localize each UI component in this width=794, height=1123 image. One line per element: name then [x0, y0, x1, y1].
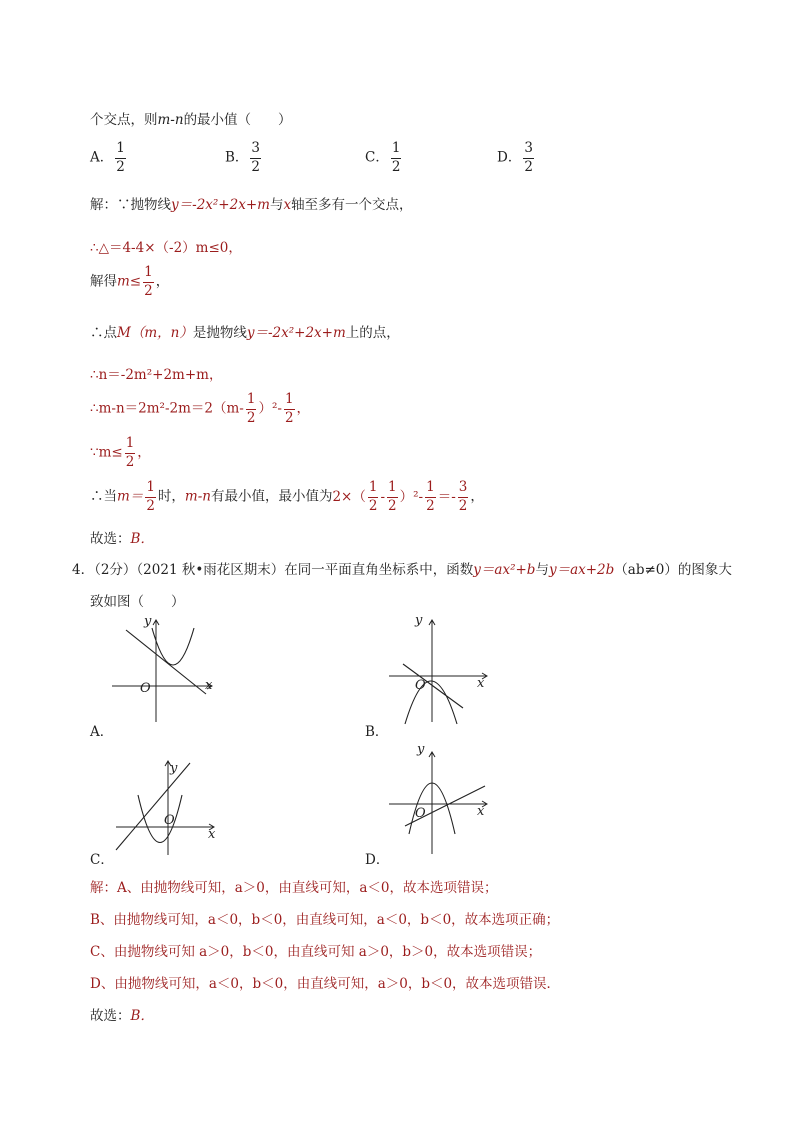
q4-eq2: y＝ax+2b: [548, 562, 615, 578]
q4-figure-a: [108, 612, 218, 722]
q4-answer: [90, 1004, 154, 1024]
q3-sol-line6: [90, 393, 310, 425]
frac-num: 3: [523, 142, 534, 159]
sol-var: m≤: [117, 273, 142, 290]
q4-header: [72, 558, 732, 578]
origin-label: O: [415, 678, 426, 693]
sol-text: 2×（: [332, 488, 366, 505]
q3-option-a: [90, 142, 128, 174]
q4-header2-text: 致如图（ ）: [90, 594, 185, 610]
q3-sol-line4: [90, 321, 400, 341]
sol-text: 与: [269, 197, 284, 213]
sol-text: D、由抛物线可知，a＜0，b＜0，由直线可知，a＞0，b＜0，故本选项错误．: [90, 976, 561, 992]
figure-label: A．: [90, 724, 114, 740]
frac-num: 3: [250, 142, 261, 159]
figure-label: C．: [90, 852, 114, 868]
q4-header2: [90, 590, 185, 610]
option-letter: B．: [225, 149, 249, 166]
q3-sol-line8: [90, 481, 484, 513]
figure-a-graph: [108, 612, 218, 722]
q4-figure-d-label: [365, 848, 389, 868]
frac-den: 2: [426, 497, 435, 514]
sol-equation: y＝-2x²+2x+m: [246, 325, 346, 341]
frac-num: 1: [125, 437, 136, 454]
q4-figure-d: [385, 742, 495, 854]
origin-label: O: [140, 681, 151, 696]
frac-den: 2: [368, 497, 378, 514]
q4-eq1: y＝ax²+b: [473, 562, 536, 578]
sol-text: 时，: [157, 488, 185, 505]
frac-den: 2: [246, 409, 256, 426]
sol-text: ∴当: [90, 488, 117, 505]
answer-label: 故选：: [90, 1008, 131, 1024]
answer-label: 故选：: [90, 531, 131, 547]
parabola: [138, 795, 182, 843]
x-axis-label: x: [208, 827, 216, 842]
q3-option-c: [365, 142, 403, 174]
frac-num: 1: [143, 266, 154, 283]
sol-var: x: [283, 197, 292, 213]
frac-den: 2: [391, 158, 401, 175]
q3-stem-tail: 个交点，则: [90, 112, 158, 128]
sol-text: -: [380, 488, 386, 505]
x-axis-label: x: [477, 676, 485, 691]
x-axis-label: x: [205, 678, 213, 693]
q4-sol-line2: [90, 908, 559, 928]
sol-text: ＝-: [437, 488, 456, 505]
frac-den: 2: [146, 497, 155, 514]
q3-stem-var: m-n: [157, 112, 184, 128]
q4-header-text: 4．（2分）（2021 秋•雨花区期末）在同一平面直角坐标系中，函数: [72, 562, 474, 578]
sol-point: M（m，n）: [117, 325, 193, 341]
sol-var: m＝: [117, 488, 144, 505]
sol-text: 上的点，: [345, 325, 400, 341]
q4-figure-c: [108, 755, 218, 855]
origin-label: O: [164, 813, 175, 828]
sol-text: 解：A、由抛物线可知，a＞0，由直线可知，a＜0，故本选项错误；: [90, 880, 498, 896]
q3-sol-line2: [90, 236, 242, 256]
q4-figure-c-label: [90, 848, 114, 868]
answer-value: B．: [130, 1008, 154, 1024]
sol-text: 有最小值，最小值为: [210, 488, 333, 505]
frac-num: 1: [387, 481, 398, 498]
answer-value: B．: [130, 531, 154, 547]
q4-figure-b-label: [365, 720, 388, 740]
q3-stem-end: 的最小值（ ）: [183, 112, 292, 128]
frac-num: 1: [368, 481, 379, 498]
frac-den: 2: [116, 158, 125, 175]
sol-text: ）²-: [258, 400, 282, 417]
frac-den: 2: [458, 497, 468, 514]
line: [403, 664, 463, 708]
q4-sol-line1: [90, 876, 498, 896]
figure-label: D．: [365, 852, 390, 868]
figure-d-graph: [385, 742, 495, 854]
option-letter: D．: [497, 149, 522, 166]
q3-sol-line1: [90, 193, 413, 213]
sol-var: m-n: [184, 488, 211, 505]
frac-num: 1: [284, 393, 295, 410]
q4-cond: （ab≠0）的图象大: [614, 562, 732, 578]
sol-text: ∴点: [90, 325, 117, 341]
option-letter: C．: [365, 149, 389, 166]
y-axis-label: y: [417, 742, 425, 757]
sol-text: 是抛物线: [192, 325, 247, 341]
frac-num: 3: [458, 481, 469, 498]
parabola: [152, 628, 194, 665]
sol-text: ，: [155, 273, 170, 290]
frac-den: 2: [388, 497, 397, 514]
q4-figure-b: [385, 612, 495, 722]
q4-and: 与: [535, 562, 549, 578]
sol-text: 轴至多有一个交点，: [291, 197, 413, 213]
figure-b-graph: [385, 612, 495, 722]
q4-sol-line4: [90, 972, 560, 992]
figure-c-graph: [108, 755, 218, 855]
q3-sol-line3: [90, 266, 169, 298]
q3-sol-line7: [90, 437, 151, 469]
sol-equation: y＝-2x²+2x+m: [171, 197, 270, 213]
frac-num: 1: [391, 142, 402, 159]
origin-label: O: [415, 806, 426, 821]
y-axis-label: y: [415, 613, 423, 628]
sol-text: ∵m≤: [90, 444, 123, 461]
q4-sol-line3: [90, 940, 541, 960]
q3-option-b: [225, 142, 263, 174]
x-axis-label: x: [477, 804, 485, 819]
frac-den: 2: [524, 158, 533, 175]
frac-den: 2: [125, 453, 135, 470]
q3-stem: [90, 108, 292, 128]
frac-den: 2: [284, 409, 294, 426]
sol-text: ∴m-n＝2m²-2m＝2（m-: [90, 400, 244, 417]
sol-text: ∴n＝-2m²+2m+m，: [90, 367, 223, 383]
frac-num: 1: [145, 481, 156, 498]
sol-text: ，: [296, 400, 311, 417]
frac-den: 2: [144, 282, 153, 299]
line: [126, 630, 206, 694]
sol-text: ，: [470, 488, 484, 505]
sol-text: B、由抛物线可知，a＜0，b＜0，由直线可知，a＜0，b＜0，故本选项正确；: [90, 912, 560, 928]
y-axis-label: y: [170, 761, 178, 776]
q3-option-d: [497, 142, 536, 174]
sol-text: 解：∵抛物线: [90, 197, 171, 213]
frac-den: 2: [251, 158, 261, 175]
figure-label: B．: [365, 724, 389, 740]
option-letter: A．: [90, 149, 114, 166]
frac-num: 1: [115, 142, 126, 159]
q4-figure-a-label: [90, 720, 113, 740]
frac-num: 1: [425, 481, 436, 498]
q3-answer: [90, 527, 154, 547]
y-axis-label: y: [144, 614, 152, 629]
parabola: [405, 681, 457, 724]
sol-text: ，: [137, 444, 151, 461]
sol-text: C、由抛物线可知 a＞0，b＜0，由直线可知 a＞0，b＞0，故本选项错误；: [90, 944, 542, 960]
frac-num: 1: [246, 393, 257, 410]
sol-text: ∴△＝4-4×（-2）m≤0，: [90, 240, 242, 256]
sol-text: ）²-: [399, 488, 424, 505]
sol-text: 解得: [90, 273, 117, 290]
q3-sol-line5: [90, 363, 222, 383]
